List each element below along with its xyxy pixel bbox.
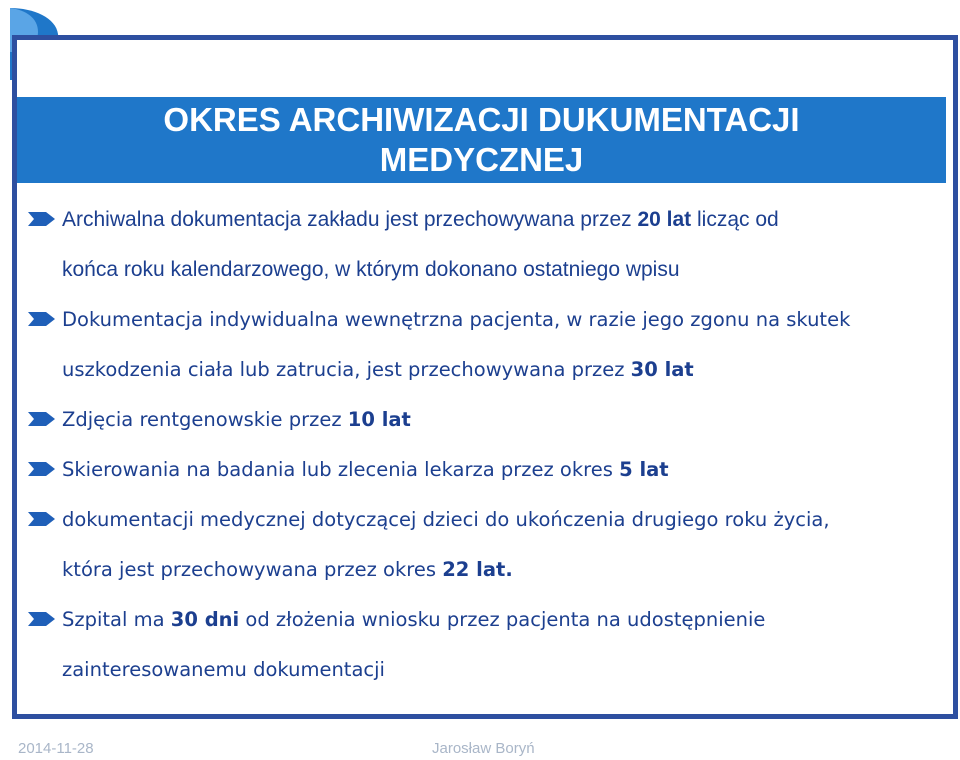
bullet-text-line: uszkodzenia ciała lub zatrucia, jest przechowywana przez 30 lat — [62, 358, 694, 381]
title-line-2: MEDYCZNEJ — [379, 141, 584, 178]
arrow-bullet-icon — [28, 312, 55, 326]
arrow-bullet-icon — [28, 512, 55, 526]
bullet-text-line: Archiwalna dokumentacja zakładu jest przechowywana przez 20 lat licząc od — [62, 208, 779, 231]
bullet-item — [28, 445, 938, 495]
bullet-item — [28, 295, 938, 395]
bullet-item — [28, 195, 938, 295]
arrow-bullet-icon — [28, 412, 55, 426]
bullet-item — [28, 595, 938, 695]
footer-date: 2014-11-28 — [18, 740, 94, 757]
bullet-text-line: końca roku kalendarzowego, w którym dokonano ostatniego wpisu — [62, 258, 680, 281]
bullet-text-line: Szpital ma 30 dni od złożenia wniosku przez pacjenta na udostępnienie — [62, 608, 766, 631]
bullet-text-line: Dokumentacja indywidualna wewnętrzna pacjenta, w razie jego zgonu na skutek — [62, 308, 851, 331]
bullet-text-line: która jest przechowywana przez okres 22 lat. — [62, 558, 513, 581]
bullet-list — [28, 195, 938, 695]
bullet-text-line: Skierowania na badania lub zlecenia lekarza przez okres 5 lat — [62, 458, 669, 481]
bullet-item — [28, 495, 938, 595]
footer-author: Jarosław Boryń — [432, 740, 535, 757]
slide-title — [17, 100, 946, 180]
bullet-item — [28, 395, 938, 445]
title-line-1: OKRES ARCHIWIZACJI DUKUMENTACJI — [163, 101, 800, 138]
bullet-text-line: zainteresowanemu dokumentacji — [62, 658, 385, 681]
arrow-bullet-icon — [28, 612, 55, 626]
bullet-text-line: dokumentacji medycznej dotyczącej dzieci do ukończenia drugiego roku życia, — [62, 508, 830, 531]
arrow-bullet-icon — [28, 462, 55, 476]
arrow-bullet-icon — [28, 212, 55, 226]
bullet-text-line: Zdjęcia rentgenowskie przez 10 lat — [62, 408, 411, 431]
